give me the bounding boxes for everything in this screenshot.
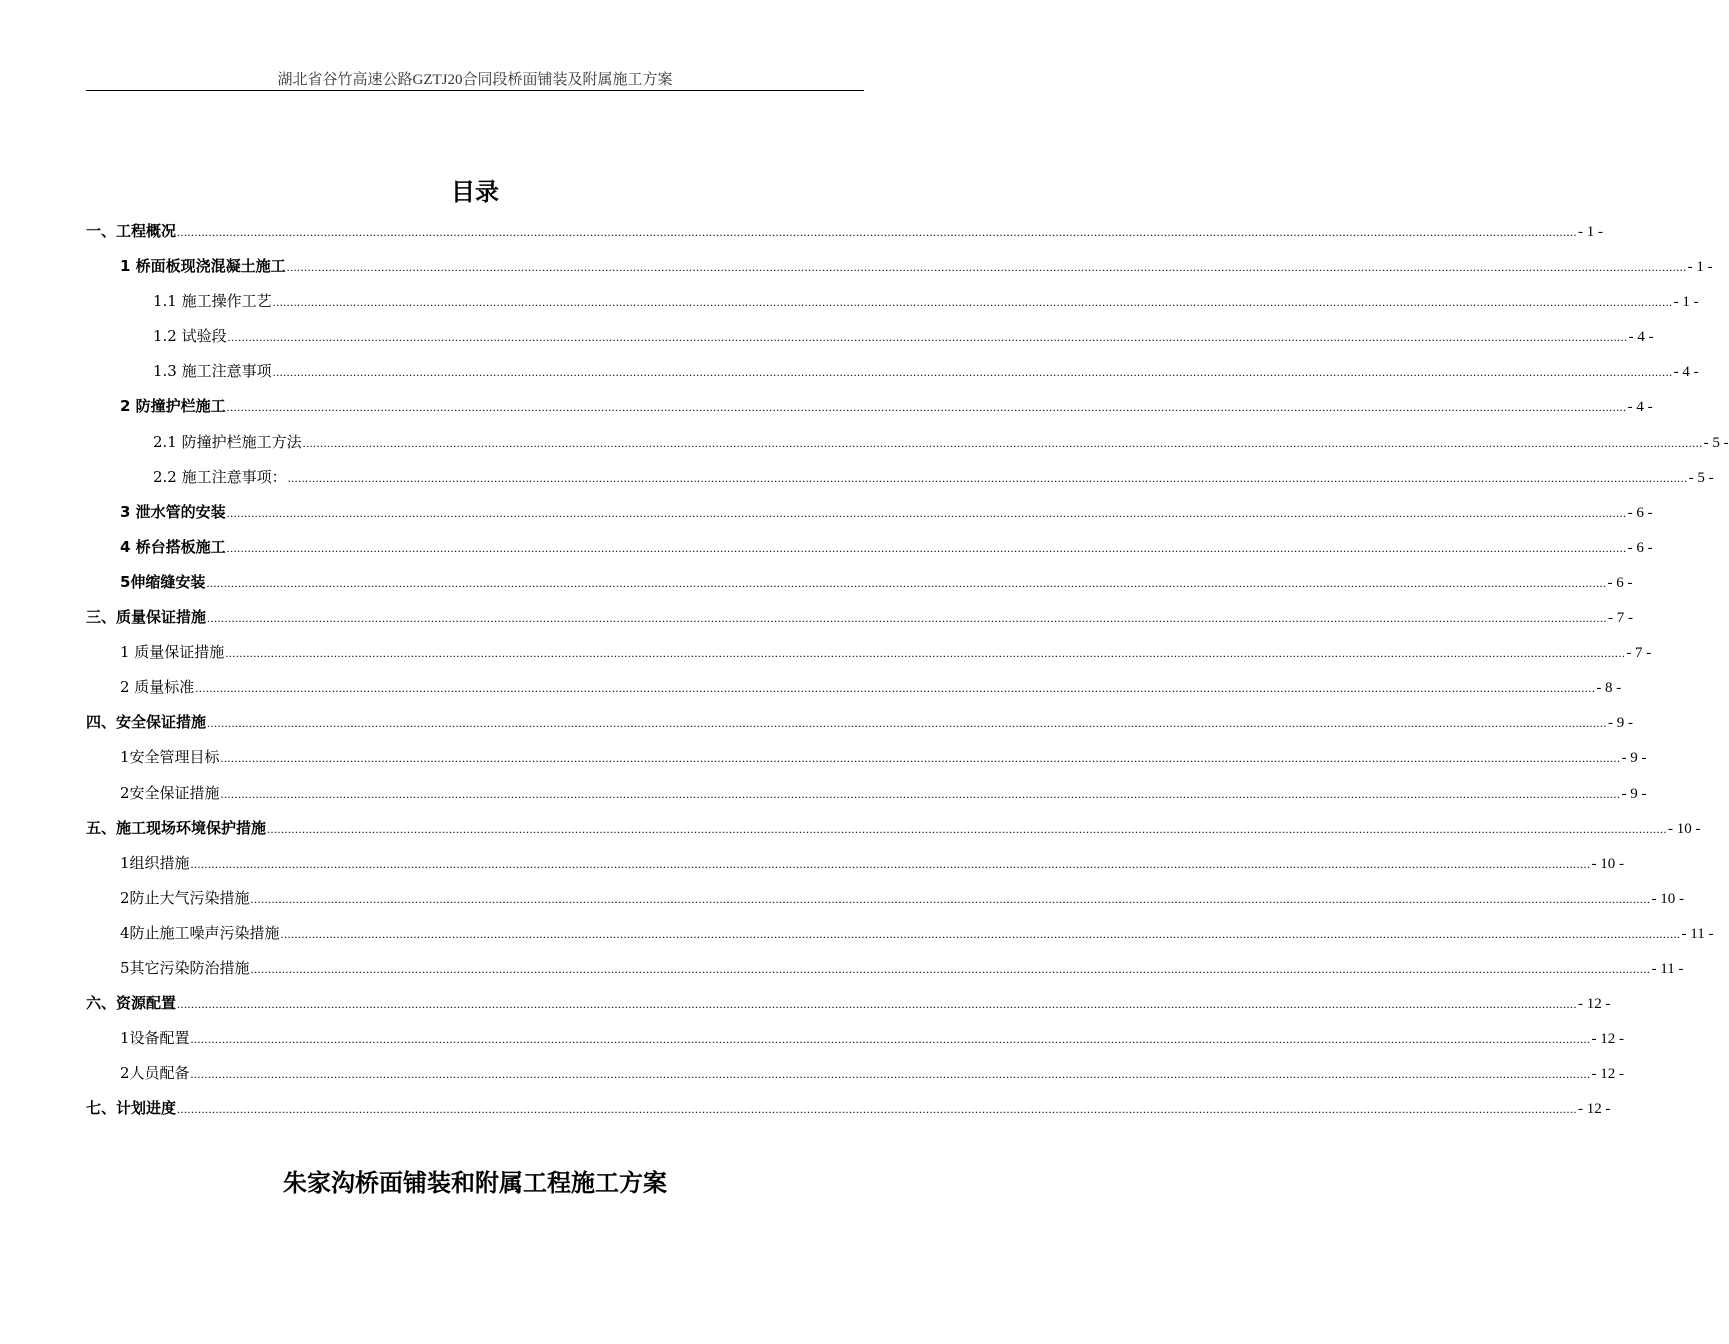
toc-entry-label: 四、安全保证措施 bbox=[86, 713, 207, 732]
toc-entry-page: - 11 - bbox=[1681, 925, 1714, 942]
toc-entry[interactable] bbox=[86, 1093, 1611, 1128]
toc-dot-leader: ................................................................................................................................................................................................................................................................................................................................................................................................................ bbox=[250, 961, 1651, 976]
toc-entry-page: - 6 - bbox=[1607, 574, 1633, 591]
toc-dot-leader: ................................................................................................................................................................................................................................................................................................................................................................................................................ bbox=[226, 540, 1627, 555]
toc-entry[interactable] bbox=[86, 918, 1714, 953]
toc-entry-label: 5伸缩缝安装 bbox=[120, 572, 206, 591]
toc-dot-leader: ................................................................................................................................................................................................................................................................................................................................................................................................................ bbox=[220, 786, 1621, 801]
toc-entry-page: - 4 - bbox=[1628, 329, 1654, 346]
toc-entry-label: 三、质量保证措施 bbox=[86, 608, 207, 627]
toc-entry-label: 4防止施工噪声污染措施 bbox=[120, 923, 280, 942]
toc-entry-page: - 6 - bbox=[1627, 504, 1653, 521]
toc-dot-leader: ................................................................................................................................................................................................................................................................................................................................................................................................................ bbox=[207, 716, 1608, 731]
toc-entry[interactable] bbox=[86, 1023, 1625, 1058]
toc-dot-leader: ................................................................................................................................................................................................................................................................................................................................................................................................................ bbox=[177, 997, 1578, 1012]
toc-entry[interactable] bbox=[86, 427, 1729, 462]
toc-entry-label: 2人员配备 bbox=[120, 1064, 190, 1083]
toc-entry-page: - 12 - bbox=[1578, 996, 1611, 1013]
toc-entry-page: - 8 - bbox=[1596, 680, 1622, 697]
toc-entry-page: - 11 - bbox=[1651, 960, 1684, 977]
toc-dot-leader: ................................................................................................................................................................................................................................................................................................................................................................................................................ bbox=[190, 856, 1591, 871]
toc-entry-label: 4 桥台搭板施工 bbox=[120, 537, 226, 556]
toc-entry-page: - 5 - bbox=[1703, 434, 1729, 451]
toc-entry[interactable] bbox=[86, 883, 1685, 918]
toc-entry-page: - 12 - bbox=[1591, 1066, 1625, 1083]
toc-entry[interactable] bbox=[86, 602, 1634, 637]
toc-dot-leader: ................................................................................................................................................................................................................................................................................................................................................................................................................ bbox=[195, 681, 1596, 696]
toc-entry-label: 1.2 试验段 bbox=[153, 327, 227, 346]
toc-entry[interactable] bbox=[86, 321, 1654, 356]
toc-entry[interactable] bbox=[86, 532, 1653, 567]
toc-dot-leader: ................................................................................................................................................................................................................................................................................................................................................................................................................ bbox=[220, 751, 1621, 766]
toc-entry-page: - 5 - bbox=[1688, 469, 1714, 486]
toc-entry-label: 1 质量保证措施 bbox=[120, 643, 225, 662]
toc-entry[interactable] bbox=[86, 356, 1699, 391]
toc-dot-leader: ................................................................................................................................................................................................................................................................................................................................................................................................................ bbox=[272, 295, 1673, 310]
toc-entry-label: 5其它污染防治措施 bbox=[120, 958, 250, 977]
toc-entry[interactable] bbox=[86, 637, 1652, 672]
toc-entry[interactable] bbox=[86, 462, 1714, 497]
toc-dot-leader: ................................................................................................................................................................................................................................................................................................................................................................................................................ bbox=[280, 926, 1681, 941]
toc-entry-page: - 1 - bbox=[1687, 259, 1713, 276]
toc-dot-leader: ................................................................................................................................................................................................................................................................................................................................................................................................................ bbox=[190, 1032, 1591, 1047]
toc-dot-leader: ................................................................................................................................................................................................................................................................................................................................................................................................................ bbox=[227, 330, 1628, 345]
toc-entry-page: - 1 - bbox=[1578, 224, 1604, 240]
toc-entry-page: - 7 - bbox=[1626, 645, 1652, 662]
toc-entry-page: - 10 - bbox=[1591, 855, 1625, 872]
toc-entry-page: - 10 - bbox=[1651, 890, 1685, 907]
toc-entry[interactable] bbox=[86, 672, 1622, 707]
toc-entry[interactable] bbox=[86, 707, 1634, 742]
toc-entry[interactable] bbox=[86, 251, 1713, 286]
toc-entry-label: 七、计划进度 bbox=[86, 1099, 177, 1118]
toc-entry-page: - 1 - bbox=[1673, 294, 1699, 311]
toc-entry[interactable] bbox=[86, 567, 1633, 602]
toc-entry-label: 2防止大气污染措施 bbox=[120, 888, 250, 907]
toc-entry-page: - 12 - bbox=[1591, 1031, 1625, 1048]
toc-dot-leader: ................................................................................................................................................................................................................................................................................................................................................................................................................ bbox=[177, 225, 1578, 239]
toc-entry-page: - 9 - bbox=[1621, 750, 1647, 767]
running-header: 湖北省谷竹高速公路GZTJ20合同段桥面铺装及附属施工方案 bbox=[277, 72, 673, 88]
toc-entry-label: 2.2 施工注意事项： bbox=[153, 467, 287, 486]
toc-dot-leader: ................................................................................................................................................................................................................................................................................................................................................................................................................ bbox=[226, 400, 1627, 415]
toc-dot-leader: ................................................................................................................................................................................................................................................................................................................................................................................................................ bbox=[267, 821, 1668, 836]
toc-entry-page: - 12 - bbox=[1578, 1101, 1611, 1118]
toc-entry-label: 一、工程概况 bbox=[86, 222, 177, 240]
toc-entry-page: - 6 - bbox=[1627, 539, 1653, 556]
toc-dot-leader: ................................................................................................................................................................................................................................................................................................................................................................................................................ bbox=[272, 365, 1673, 380]
toc-entry[interactable] bbox=[86, 988, 1611, 1023]
toc-dot-leader: ................................................................................................................................................................................................................................................................................................................................................................................................................ bbox=[190, 1067, 1591, 1082]
toc-entry-label: 2 防撞护栏施工 bbox=[120, 397, 226, 416]
toc-entry-page: - 4 - bbox=[1673, 364, 1699, 381]
toc-entry-label: 2安全保证措施 bbox=[120, 783, 220, 802]
toc-entry-label: 五、施工现场环境保护措施 bbox=[86, 818, 267, 837]
toc-entry-page: - 10 - bbox=[1668, 820, 1701, 837]
toc-dot-leader: ................................................................................................................................................................................................................................................................................................................................................................................................................ bbox=[206, 575, 1607, 590]
toc-entry[interactable] bbox=[86, 391, 1653, 426]
document-title: 朱家沟桥面铺装和附属工程施工方案 bbox=[283, 1168, 667, 1197]
toc-entry[interactable] bbox=[86, 216, 1604, 251]
toc-entry-label: 1设备配置 bbox=[120, 1029, 190, 1048]
toc-entry[interactable] bbox=[86, 813, 1701, 848]
toc-entry-page: - 4 - bbox=[1627, 399, 1653, 416]
toc-dot-leader: ................................................................................................................................................................................................................................................................................................................................................................................................................ bbox=[302, 435, 1703, 450]
table-of-contents bbox=[86, 216, 1729, 1128]
toc-entry-label: 1.1 施工操作工艺 bbox=[153, 292, 272, 311]
toc-entry[interactable] bbox=[86, 778, 1647, 813]
toc-entry-label: 1.3 施工注意事项 bbox=[153, 362, 272, 381]
toc-entry-page: - 9 - bbox=[1608, 715, 1634, 732]
toc-dot-leader: ................................................................................................................................................................................................................................................................................................................................................................................................................ bbox=[225, 646, 1626, 661]
toc-entry-label: 1组织措施 bbox=[120, 853, 190, 872]
toc-dot-leader: ................................................................................................................................................................................................................................................................................................................................................................................................................ bbox=[286, 260, 1687, 275]
toc-entry[interactable] bbox=[86, 848, 1625, 883]
toc-entry-page: - 9 - bbox=[1621, 785, 1647, 802]
toc-entry[interactable] bbox=[86, 953, 1684, 988]
toc-entry-label: 1 桥面板现浇混凝土施工 bbox=[120, 257, 286, 276]
toc-dot-leader: ................................................................................................................................................................................................................................................................................................................................................................................................................ bbox=[207, 611, 1608, 626]
toc-entry[interactable] bbox=[86, 286, 1699, 321]
toc-entry-page: - 7 - bbox=[1608, 610, 1634, 627]
toc-dot-leader: ................................................................................................................................................................................................................................................................................................................................................................................................................ bbox=[287, 470, 1688, 485]
toc-dot-leader: ................................................................................................................................................................................................................................................................................................................................................................................................................ bbox=[226, 505, 1627, 520]
toc-entry-label: 2 质量标准 bbox=[120, 678, 195, 697]
toc-title: 目录 bbox=[451, 178, 499, 206]
toc-entry-label: 1安全管理目标 bbox=[120, 748, 220, 767]
toc-entry[interactable] bbox=[86, 1058, 1625, 1093]
toc-dot-leader: ................................................................................................................................................................................................................................................................................................................................................................................................................ bbox=[250, 891, 1651, 906]
toc-entry-label: 3 泄水管的安装 bbox=[120, 502, 226, 521]
toc-entry-label: 2.1 防撞护栏施工方法 bbox=[153, 432, 302, 451]
toc-entry-label: 六、资源配置 bbox=[86, 994, 177, 1013]
toc-entry[interactable] bbox=[86, 742, 1647, 777]
header-rule bbox=[86, 90, 864, 91]
toc-dot-leader: ................................................................................................................................................................................................................................................................................................................................................................................................................ bbox=[177, 1102, 1578, 1117]
toc-entry[interactable] bbox=[86, 497, 1653, 532]
